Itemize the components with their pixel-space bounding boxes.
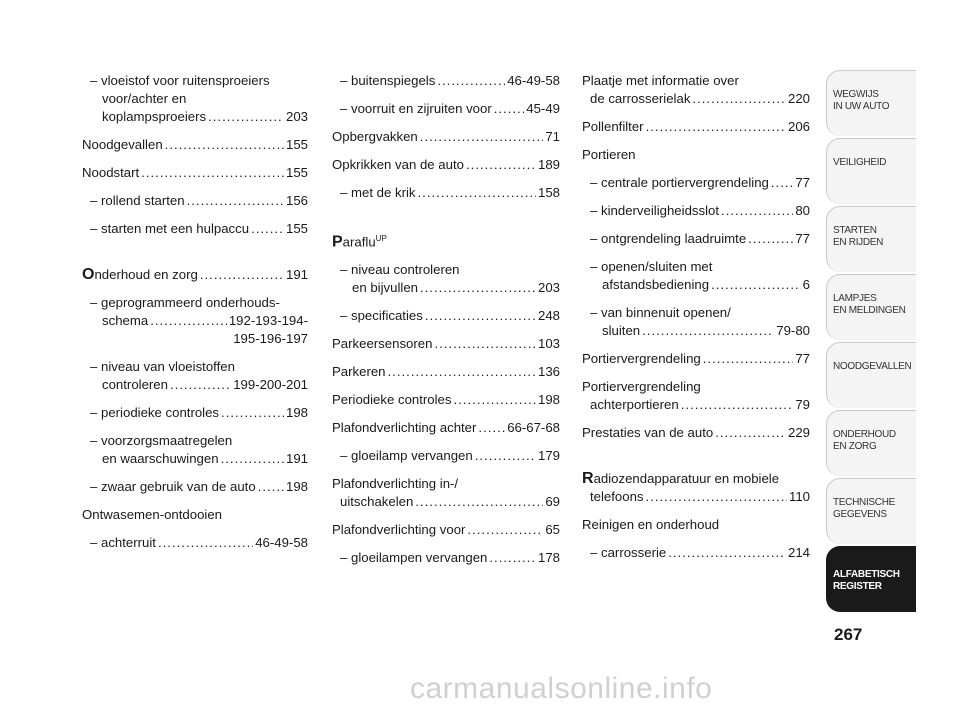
index-entry: – vloeistof voor ruitensproeiers: [90, 73, 270, 88]
page-number: 267: [834, 625, 863, 644]
index-entry: – van binnenuit openen/: [590, 305, 731, 320]
index-entry: – gloeilamp vervangen ..... 179: [332, 447, 560, 465]
index-entry: de carrosserielak ..... 220: [582, 90, 810, 108]
index-entry: Opkrikken van de auto ..... 189: [332, 156, 560, 174]
tab-register[interactable]: ALFABETISCH REGISTER: [826, 546, 916, 612]
index-entry: – voorruit en zijruiten voor ..... 45-49: [332, 100, 560, 118]
index-entry: voor/achter en: [102, 91, 187, 106]
tab-lampjes[interactable]: LAMPJES EN MELDINGEN: [826, 274, 916, 340]
index-entry: Periodieke controles ..... 198: [332, 391, 560, 409]
section-heading-o: Onderhoud en zorg ..... 191: [82, 266, 308, 284]
index-entry: – periodieke controles ..... 198: [82, 404, 308, 422]
index-entry: uitschakelen ..... 69: [332, 493, 560, 511]
index-entry: en waarschuwingen ..... 191: [82, 450, 308, 468]
index-entry: – centrale portiervergrendeling ..... 77: [582, 174, 810, 192]
index-entry: – ontgrendeling laadruimte ..... 77: [582, 230, 810, 248]
section-heading-p: Paraflu$^{UP}$: [332, 233, 387, 251]
index-entry: Reinigen en onderhoud: [582, 517, 720, 532]
index-entry: Noodgevallen ..... 155: [82, 136, 308, 154]
index-entry: schema ..... 192-193-194-: [82, 312, 308, 330]
index-entry: Prestaties van de auto ..... 229: [582, 424, 810, 442]
index-entry: telefoons ..... 110: [582, 488, 810, 506]
index-entry: Portiervergrendeling ..... 77: [582, 350, 810, 368]
index-entry: – gloeilampen vervangen ..... 178: [332, 549, 560, 567]
index-entry: Pollenfilter ..... 206: [582, 118, 810, 136]
index-entry: Plafondverlichting voor ..... 65: [332, 521, 560, 539]
index-entry: – met de krik ..... 158: [332, 184, 560, 202]
index-entry: sluiten ..... 79-80: [582, 322, 810, 340]
tab-technische[interactable]: TECHNISCHE GEGEVENS: [826, 478, 916, 544]
chapter-tabs: [826, 70, 916, 614]
index-entry: – achterruit ..... 46-49-58: [82, 534, 308, 552]
index-entry: Parkeren ..... 136: [332, 363, 560, 381]
index-entry: – voorzorgsmaatregelen: [90, 433, 233, 448]
index-entry-continued: 195-196-197: [233, 331, 308, 346]
section-heading-r: Radiozendapparatuur en mobiele: [582, 470, 780, 487]
index-entry: Portieren: [582, 147, 636, 162]
index-column-2: [332, 72, 560, 567]
index-entry: – specificaties ..... 248: [332, 307, 560, 325]
index-entry: Plafondverlichting in-/: [332, 476, 459, 492]
index-entry: afstandsbediening ..... 6: [582, 276, 810, 294]
tab-wegwijs[interactable]: WEGWIJS IN UW AUTO: [826, 70, 916, 136]
index-entry: – kinderveiligheidsslot ..... 80: [582, 202, 810, 220]
index-entry: – zwaar gebruik van de auto ..... 198: [82, 478, 308, 496]
index-entry: controleren ..... 199-200-201: [82, 376, 308, 394]
index-entry: Ontwasemen-ontdooien: [82, 507, 223, 522]
index-entry: en bijvullen ..... 203: [332, 279, 560, 297]
index-entry: Opbergvakken ..... 71: [332, 128, 560, 146]
watermark: carmanualsonline.info: [410, 672, 713, 705]
index-entry: – niveau controleren: [340, 262, 460, 278]
tab-noodgevallen[interactable]: NOODGEVALLEN: [826, 342, 916, 408]
index-column-3: [582, 72, 810, 562]
index-entry: – buitenspiegels ..... 46-49-58: [332, 72, 560, 90]
tab-starten[interactable]: STARTEN EN RIJDEN: [826, 206, 916, 272]
tab-onderhoud[interactable]: ONDERHOUD EN ZORG: [826, 410, 916, 476]
index-entry: – rollend starten ..... 156: [82, 192, 308, 210]
tab-veiligheid[interactable]: VEILIGHEID: [826, 138, 916, 204]
index-entry: Portiervergrendeling: [582, 379, 701, 394]
index-entry: – openen/sluiten met: [590, 259, 713, 274]
index-entry: – starten met een hulpaccu ..... 155: [82, 220, 308, 238]
index-column-1: [82, 72, 308, 552]
index-entry: Noodstart ..... 155: [82, 164, 308, 182]
index-entry: – niveau van vloeistoffen: [90, 359, 235, 374]
index-entry: Parkeersensoren ..... 103: [332, 335, 560, 353]
index-entry: Plaatje met informatie over: [582, 73, 739, 88]
index-entry: koplampsproeiers ..... 203: [82, 108, 308, 126]
index-entry: Plafondverlichting achter ..... 66-67-68: [332, 419, 560, 437]
index-entry: achterportieren ..... 79: [582, 396, 810, 414]
index-entry: – geprogrammeerd onderhouds-: [90, 295, 280, 310]
index-entry: – carrosserie ..... 214: [582, 544, 810, 562]
